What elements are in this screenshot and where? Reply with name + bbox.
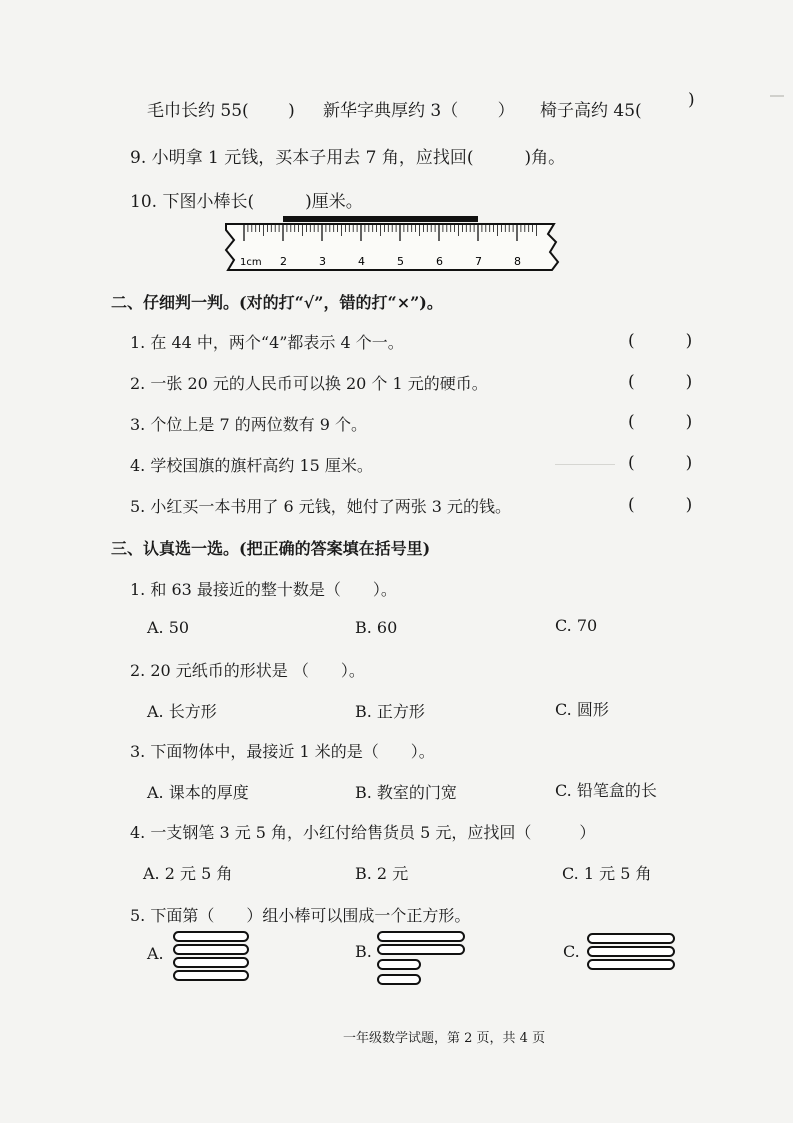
judge-answer-3[interactable]: ( ) (628, 412, 693, 432)
choice-1-option-c[interactable]: C. 70 (555, 616, 598, 635)
judge-answer-5[interactable]: ( ) (628, 495, 693, 515)
bleed-through-mark (770, 95, 784, 107)
choice-5-option-a[interactable]: A. (147, 944, 164, 963)
ruler-number: 6 (436, 255, 443, 268)
choice-question-1: 1. 和 63 最接近的整十数是（ ）。 (130, 580, 397, 599)
ruler-number: 5 (397, 255, 404, 268)
stick-group-a (172, 930, 252, 986)
choice-question-2: 2. 20 元纸币的形状是 （ ）。 (130, 661, 365, 680)
section-2-title: 二、仔细判一判。(对的打“√”，错的打“×”)。 (111, 293, 443, 312)
choice-5-option-b[interactable]: B. (355, 942, 372, 961)
page-footer: 一年级数学试题，第 2 页，共 4 页 (343, 1031, 546, 1046)
stick (378, 945, 464, 954)
question-9: 9. 小明拿 1 元钱，买本子用去 7 角，应找回( )角。 (130, 148, 566, 168)
choice-2-option-a[interactable]: A. 长方形 (147, 702, 217, 721)
stick (378, 960, 420, 969)
ruler-number: 2 (280, 255, 287, 268)
judge-answer-1[interactable]: ( ) (628, 331, 693, 351)
measured-stick (283, 216, 478, 222)
ruler-number: 7 (475, 255, 482, 268)
q8-towel: 毛巾长约 55( ) (147, 101, 295, 121)
choice-question-5: 5. 下面第（ ）组小棒可以围成一个正方形。 (130, 906, 471, 925)
choice-3-option-b[interactable]: B. 教室的门宽 (355, 783, 457, 802)
stick (588, 934, 674, 943)
q8-chair-close-paren: ) (688, 90, 695, 110)
ruler-figure (222, 216, 562, 272)
ruler-graphic (222, 216, 562, 272)
stick (174, 958, 248, 967)
choice-question-4: 4. 一支钢笔 3 元 5 角，小红付给售货员 5 元，应找回（ ） (130, 823, 596, 842)
judge-item-3: 3. 个位上是 7 的两位数有 9 个。 (130, 415, 368, 434)
judge-item-2: 2. 一张 20 元的人民币可以换 20 个 1 元的硬币。 (130, 374, 488, 393)
stick-group-c (586, 932, 678, 978)
choice-question-3: 3. 下面物体中，最接近 1 米的是（ ）。 (130, 742, 435, 761)
question-10: 10. 下图小棒长( )厘米。 (130, 192, 363, 212)
choice-4-option-a[interactable]: A. 2 元 5 角 (143, 864, 233, 883)
choice-1-option-b[interactable]: B. 60 (355, 618, 398, 637)
judge-answer-2[interactable]: ( ) (628, 372, 693, 392)
stick (378, 932, 464, 941)
judge-answer-4[interactable]: ( ) (628, 453, 693, 473)
section-3-title: 三、认真选一选。(把正确的答案填在括号里) (111, 539, 431, 558)
stick (174, 932, 248, 941)
stick (174, 945, 248, 954)
stick-group-b (376, 930, 468, 990)
ruler-number: 4 (358, 255, 365, 268)
stick (174, 971, 248, 980)
choice-4-option-b[interactable]: B. 2 元 (355, 864, 409, 883)
judge-item-4: 4. 学校国旗的旗杆高约 15 厘米。 (130, 456, 373, 475)
choice-5-option-c[interactable]: C. (563, 942, 580, 961)
choice-2-option-c[interactable]: C. 圆形 (555, 700, 609, 719)
choice-2-option-b[interactable]: B. 正方形 (355, 702, 425, 721)
choice-4-option-c[interactable]: C. 1 元 5 角 (562, 864, 652, 883)
q8-chair: 椅子高约 45( (540, 101, 642, 121)
ruler-unit-label: 1cm (240, 257, 262, 268)
bleed-through-mark (555, 452, 615, 465)
ruler-number: 8 (514, 255, 521, 268)
q8-dictionary: 新华字典厚约 3（ ） (323, 101, 515, 121)
judge-item-5: 5. 小红买一本书用了 6 元钱，她付了两张 3 元的钱。 (130, 497, 512, 516)
judge-item-1: 1. 在 44 中，两个“4”都表示 4 个一。 (130, 333, 404, 352)
choice-3-option-c[interactable]: C. 铅笔盒的长 (555, 781, 657, 800)
choice-3-option-a[interactable]: A. 课本的厚度 (147, 783, 249, 802)
stick (588, 947, 674, 956)
choice-1-option-a[interactable]: A. 50 (147, 618, 190, 637)
stick (588, 960, 674, 969)
stick (378, 975, 420, 984)
ruler-number: 3 (319, 255, 326, 268)
